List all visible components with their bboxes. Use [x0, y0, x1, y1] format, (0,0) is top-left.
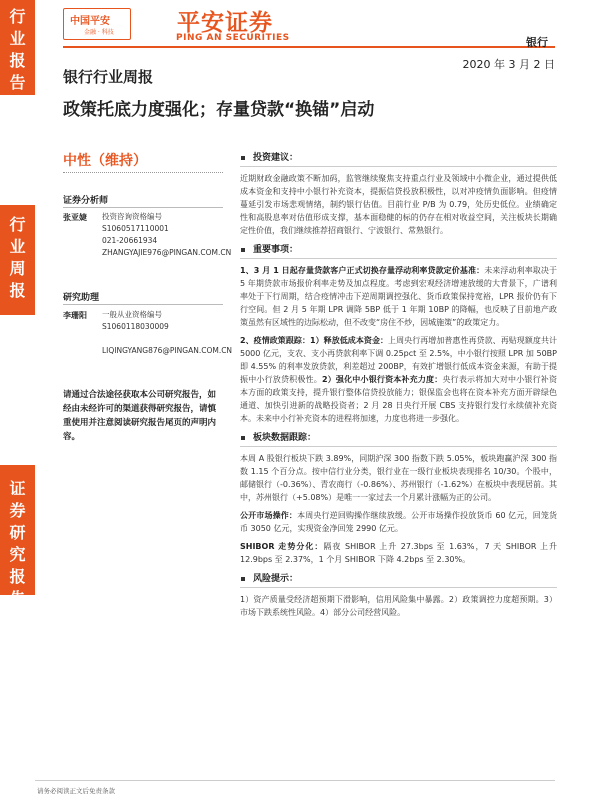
board-paragraph: 本周 A 股银行板块下跌 3.89%，同期沪深 300 指数下跌 5.05%，板块跑赢沪深 300 指数 1.15 个百分点。按中信行业分类，银行业在一级行业板块表现排名 10/30。个股中，邮储银行（-0.36%）、青农商行（-0.86%）、苏州银行（-1.62%）在板块中表现居前。其中，苏州银行（+5.08%）是唯一一家过去一个月累计涨幅为正的公司。	[240, 454, 557, 502]
market-heading: 公开市场操作：	[240, 511, 298, 520]
analyst-name: 张亚婕	[63, 213, 87, 222]
section-heading-risk: 风险提示：	[240, 571, 557, 587]
assistant-cert-label: 一般从业资格编号	[102, 310, 162, 319]
side-label-report-type	[0, 6, 35, 94]
assistant-info	[102, 309, 252, 357]
side-char: 证	[9, 479, 26, 498]
analyst-cert-label: 投资咨询资格编号	[102, 212, 162, 221]
event1-heading: 1、3 月 1 日起存量贷款客户正式切换存量浮动利率贷款定价基准：	[240, 266, 485, 275]
risk-paragraph: 1）资产质量受经济超预期下滑影响，信用风险集中暴露。2）政策调控力度超预期。3）市场下跌系统性风险。4）部分公司经营风险。	[240, 595, 557, 617]
footer-divider	[35, 780, 555, 781]
footer-disclaimer: 请务必阅读正文后免责条款	[37, 787, 115, 795]
assistant-blank-line	[102, 333, 252, 345]
side-label-report-kind	[0, 214, 35, 302]
event1-text: 未来浮动利率取决于 5 年期贷款市场报价利率走势及加点程度。考虑到宏观经济增速放缓的大背景下，广谱利率处于下行周期，结合疫情冲击下逆周期调控强化、货币政策保持宽裕，LPR 报价仍有下行空间。但 2 月 5 年期 LPR 调降 5BP 低于 1 年期 10BP 的降幅，也反映了目前地产政策虽然有区域性的边际松动，但不改变“房住不炒，因城施策”的政策定力。	[240, 266, 557, 327]
analyst-email: ZHANGYAJIE976@PINGAN.COM.CN	[102, 248, 232, 257]
analyst-phone: 021-20661934	[102, 236, 158, 245]
side-char: 周	[9, 259, 26, 278]
market-paragraph	[240, 509, 557, 535]
side-char: 券	[9, 501, 26, 520]
brand-name-en: PING AN SECURITIES	[176, 33, 290, 43]
shibor-text: 隔夜 SHIBOR 上升 27.3bps 至 1.63%，7 天 SHIBOR 上升 12.9bps 至 2.37%，1 个月 SHIBOR 下降 4.2bps 至 2.30%。	[240, 542, 557, 564]
assistant-section-label: 研究助理	[63, 293, 100, 303]
rating-badge: 中性（维持）	[63, 153, 147, 169]
side-char: 告	[9, 73, 26, 92]
report-title: 政策托底力度强化；存量贷款“换锚”启动	[63, 100, 375, 120]
assistant-email: LIQINGYANG876@PINGAN.COM.CN	[102, 346, 233, 355]
analyst-cert-number: S1060517110001	[102, 224, 169, 233]
shibor-heading: SHIBOR 走势分化：	[240, 542, 324, 551]
side-char: 究	[9, 545, 26, 564]
divider	[63, 304, 223, 305]
side-char: 报	[9, 51, 26, 70]
event2b-text: 央行表示将加大对中小银行补资本方面的政策支持，提升银行整体信贷投放能力；银保监会也将在资本补充方面开辟绿色通道、加快引进新的战略投资者；2 月 28 日央行开展 CBS 支持银行发行永续债补充资本。未来中小行补充资本的进程将加速，力度也将进一步强化。	[240, 375, 557, 423]
event1-paragraph	[240, 264, 557, 329]
side-char: 业	[9, 237, 26, 256]
market-text: 本周央行逆回购操作继续放缓。公开市场操作投放货币 60 亿元，回笼货币 3050 亿元，实现资金净回笼 2990 亿元。	[240, 511, 558, 533]
section-divider	[240, 258, 557, 259]
ping-an-group-logo	[63, 8, 131, 40]
side-char: 报	[9, 281, 26, 300]
section-heading-board: 板块数据跟踪：	[240, 430, 557, 446]
divider	[63, 172, 223, 173]
side-char: 行	[9, 215, 26, 234]
event2-heading: 2、疫情政策跟踪：1）释放低成本资金：	[240, 336, 389, 345]
header-divider	[63, 46, 555, 48]
section-divider	[240, 446, 557, 447]
brand-name-cn: 平安证券	[177, 10, 273, 36]
event2b-heading: 2）强化中小银行资本补充力度：	[321, 375, 443, 384]
assistant-name: 李珊阳	[63, 311, 87, 320]
analyst-section-label: 证券分析师	[63, 196, 109, 206]
section-heading-advice: 投资建议：	[240, 150, 557, 166]
logo-subtext: 金融 · 科技	[84, 29, 114, 36]
side-char: 行	[9, 7, 26, 26]
reading-notice: 请通过合法途径获取本公司研究报告，如经由未经许可的渠道获得研究报告，请慎重使用并注意阅读研究报告尾页的声明内容。	[63, 390, 217, 442]
side-char: 报	[9, 567, 26, 586]
sector-label: 银行	[526, 36, 548, 49]
shibor-paragraph	[240, 540, 557, 566]
side-char: 告	[9, 589, 26, 608]
advice-paragraph: 近期财政金融政策不断加码，监管继续聚焦支持重点行业及领域中小微企业，通过提供低成本资金和支持中小银行补充资本，提振信贷投放积极性，以对冲疫情负面影响。但疫情蔓延引发市场悲观情绪，制约银行估值。目前行业 P/B 为 0.79，处历史低位。业绩确定性和高股息率对估值形成支撑，基本面稳健的标的仍存在相对收益空间，关注板块长期确定性价值，我们继续推荐招商银行、宁波银行、常熟银行。	[240, 174, 557, 235]
assistant-cert-number: S1060118030009	[102, 322, 169, 331]
event2a-text: 上周央行再增加普惠性再贷款、再贴现额度共计 5000 亿元，支农、支小再贷款利率下调 0.25pct 至 2.5%，中小银行按照 LPR 加 50BP 即 4.55% 的利率发放贷款，利差超过 200BP，有效扩增银行低成本资金来源，有助于提振中小行放贷积极性。	[240, 336, 557, 384]
section-divider	[240, 166, 557, 167]
report-date: 2020 年 3 月 2 日	[462, 58, 555, 71]
logo-text: 中国平安	[70, 16, 110, 27]
side-char: 研	[9, 523, 26, 542]
event2-paragraph	[240, 334, 557, 425]
section-divider	[240, 587, 557, 588]
main-content	[240, 150, 557, 624]
side-label-research	[0, 478, 35, 610]
divider	[63, 207, 223, 208]
section-heading-events: 重要事项：	[240, 242, 557, 258]
side-char: 业	[9, 29, 26, 48]
analyst-info	[102, 211, 252, 259]
report-category: 银行行业周报	[63, 68, 154, 86]
